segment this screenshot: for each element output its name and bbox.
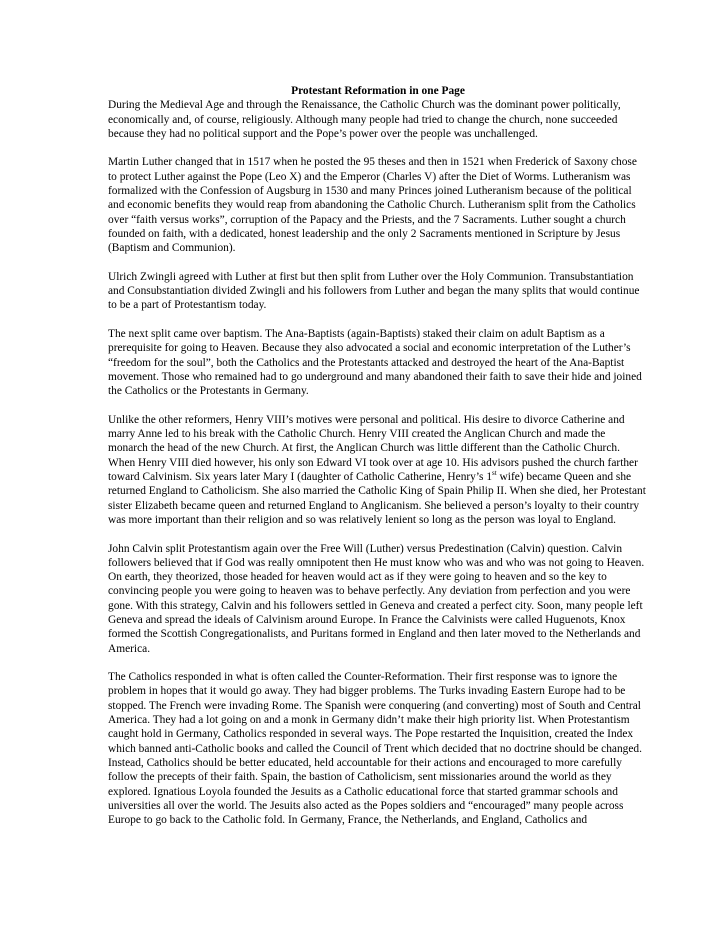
- ordinal-superscript: st: [492, 469, 497, 478]
- paragraph-ulrich-zwingli: Ulrich Zwingli agreed with Luther at first but then split from Luther over the Holy Communion. Transubstantiation and Consubstantiation divided Zwingli and his followers from Luther and began the many splits that would continue to be a part of Protestantism today.: [108, 270, 640, 312]
- document-title: Protestant Reformation in one Page: [291, 85, 465, 97]
- paragraph-martin-luther: Martin Luther changed that in 1517 when he posted the 95 theses and then in 1521 when Frederick of Saxony chose to protect Luther against the Pope (Leo X) and the Emperor (Charles V) after the Diet of Worms. Lutheranism was formalized with the Confession of Augsburg in 1530 and many Princes joined Lutheranism because of the political and economic benefits they would reap from abandoning the Catholic Church. Lutheranism split from the Catholics over “faith versus works”, corruption of the Papacy and the Priests, and the 7 Sacraments. Luther sought a church founded on faith, with a dedicated, honest leadership and the only 2 Sacraments mentioned in Scripture by Jesus (Baptism and Communion).: [108, 156, 637, 255]
- paragraph-medieval-church: During the Medieval Age and through the Renaissance, the Catholic Church was the dominant power politically, economically and, of course, religiously. Although many people had tried to change the church, none succeeded because they had no political support and the Pope’s power over the people was unchallenged.: [108, 99, 621, 140]
- paragraph-john-calvin: John Calvin split Protestantism again over the Free Will (Luther) versus Predestination (Calvin) question. Calvin followers believed that if God was really omnipotent then He must know who was and who was not going to Heaven. On earth, they theorized, those headed for heaven would act as if they were going to heaven and so the key to convincing people you were going to heaven was to behave perfectly. Any deviation from perfection and you were gone. With this strategy, Calvin and his followers settled in Geneva and created a perfect city. Soon, many people left Geneva and spread the ideals of Calvinism around Europe. In France the Calvinists were called Huguenots, Knox formed the Scottish Congregationalists, and Puritans formed in England and then later moved to the Netherlands and America.: [108, 542, 645, 655]
- paragraph-ana-baptists: The next split came over baptism. The Ana-Baptists (again-Baptists) staked their claim on adult Baptism as a prerequisite for going to Heaven. Because they also advocated a social and economic interpretation of the Luther’s “freedom for the soul”, both the Catholics and the Protestants attacked and destroyed the heart of the Ana-Baptist movement. Those who remained had to go underground and many abandoned their faith to save their hide and joined the Catholics or the Protestants in Germany.: [108, 328, 642, 398]
- paragraph-counter-reformation: The Catholics responded in what is often called the Counter-Reformation. Their first response was to ignore the problem in hopes that it would go away. They had bigger problems. The Turks invading Eastern Europe had to be stopped. The French were invading Rome. The Spanish were conquering (and converting) most of South and Central America. They had a lot going on and a monk in Germany didn’t make their high priority list. When Protestantism caught hold in Germany, Catholics responded in several ways. The Pope restarted the Inquisition, created the Index which banned anti-Catholic books and called the Council of Trent which decided that no doctrine should be changed. Instead, Catholics should be better educated, held accountable for their actions and encouraged to more carefully follow the precepts of their faith. Spain, the bastion of Catholicism, sent missionaries around the world as they explored. Ignatious Loyola founded the Jesuits as a Catholic educational force that started grammar schools and universities all over the world. The Jesuits also acted as the Popes soldiers and “encouraged” many people across Europe to go back to the Catholic fold. In Germany, France, the Netherlands, and England, Catholics and: [108, 671, 642, 827]
- paragraph-henry-viii: [108, 413, 648, 527]
- henry-text-before: Unlike the other reformers, Henry VIII’s motives were personal and political. His desire to divorce Catherine and marry Anne led to his break with the Catholic Church. Henry VIII created the Anglican Church and made the monarch the head of the new Church. At first, the Anglican Church was little different than the Catholic Church. When Henry VIII died however, his only son Edward VI took over at age 10. His advisors pushed the church farther toward Calvinism. Six years later Mary I (daughter of Catholic Catherine, Henry’s 1: [108, 413, 638, 484]
- henry-text-after: wife) became Queen and she returned England to Catholicism. She also married the Catholic King of Spain Philip II. When she died, her Protestant sister Elizabeth became queen and returned England to Anglicanism. She believed a person’s loyalty to their country was more important than their religion and so was relatively lenient so long as the person was loyal to England.: [108, 471, 646, 526]
